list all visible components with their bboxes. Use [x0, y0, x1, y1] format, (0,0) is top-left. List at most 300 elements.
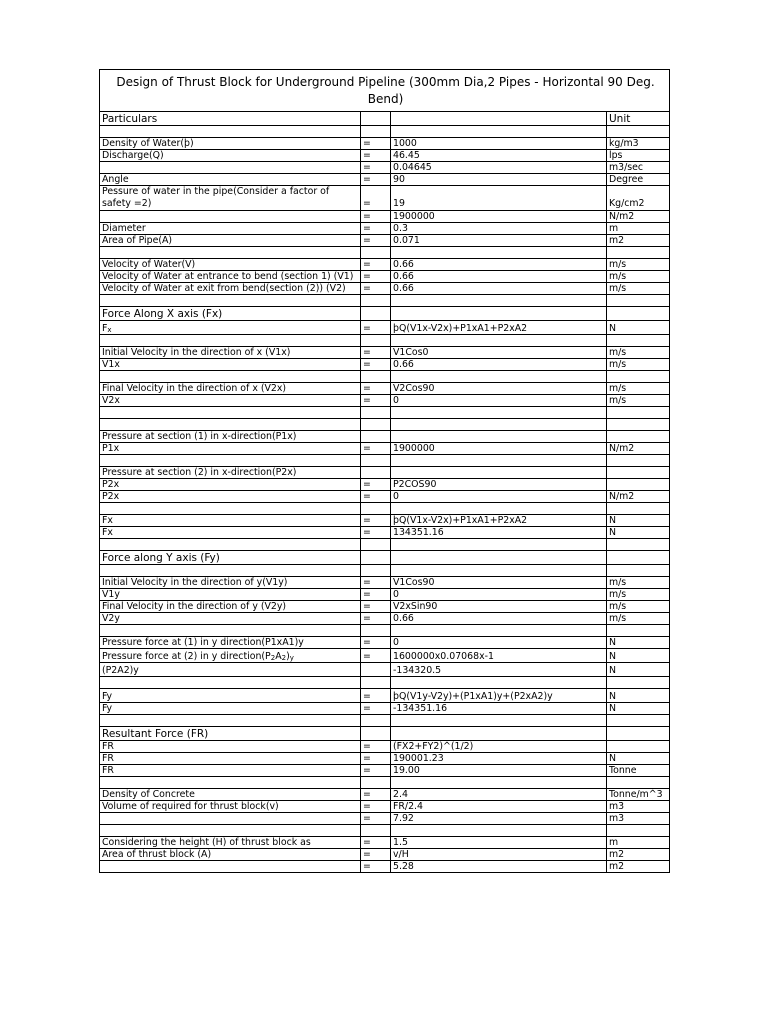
- value-cell: [391, 565, 607, 577]
- unit-cell: m/s: [607, 259, 670, 271]
- unit-cell: m/s: [607, 283, 670, 295]
- desc-cell: Diameter: [100, 223, 361, 235]
- table-row: [100, 849, 670, 861]
- unit-cell: N: [607, 321, 670, 335]
- table-row: [100, 515, 670, 527]
- eq-cell: [361, 715, 391, 727]
- unit-cell: N/m2: [607, 491, 670, 503]
- table-row: [100, 741, 670, 753]
- table-row: [100, 479, 670, 491]
- unit-cell: [607, 126, 670, 138]
- table-row: [100, 235, 670, 247]
- table-row: [100, 395, 670, 407]
- unit-cell: m/s: [607, 395, 670, 407]
- value-cell: þQ(V1y-V2y)+(P1xA1)y+(P2xA2)y: [391, 689, 607, 703]
- blank-row: [100, 371, 670, 383]
- value-cell: [391, 677, 607, 689]
- value-cell: 0: [391, 395, 607, 407]
- eq-cell: [361, 335, 391, 347]
- desc-cell: Final Velocity in the direction of x (V2x): [100, 383, 361, 395]
- value-cell: [391, 407, 607, 419]
- desc-cell: Velocity of Water at entrance to bend (section 1) (V1): [100, 271, 361, 283]
- desc-subscript: 2: [281, 654, 287, 662]
- eq-cell: =: [361, 174, 391, 186]
- desc-cell: Final Velocity in the direction of y (V2y): [100, 601, 361, 613]
- unit-cell: m2: [607, 849, 670, 861]
- table-row: [100, 527, 670, 539]
- unit-cell: lps: [607, 150, 670, 162]
- unit-cell: N: [607, 527, 670, 539]
- eq-cell: =: [361, 211, 391, 223]
- eq-cell: =: [361, 753, 391, 765]
- desc-cell: [100, 777, 361, 789]
- desc-subscript: 2: [270, 654, 276, 662]
- value-cell: 46.45: [391, 150, 607, 162]
- desc-cell: V1y: [100, 589, 361, 601]
- value-cell: [391, 419, 607, 431]
- table-row: [100, 259, 670, 271]
- value-cell: 0.66: [391, 283, 607, 295]
- value-cell: 0: [391, 491, 607, 503]
- unit-cell: N: [607, 689, 670, 703]
- table-row: [100, 861, 670, 873]
- blank-row: [100, 715, 670, 727]
- title-row: [100, 70, 670, 112]
- value-cell: [391, 307, 607, 321]
- desc-cell: [100, 335, 361, 347]
- table-row: [100, 765, 670, 777]
- desc-cell: [100, 321, 361, 335]
- unit-cell: m/s: [607, 589, 670, 601]
- eq-cell: =: [361, 347, 391, 359]
- blank-row: [100, 295, 670, 307]
- eq-cell: =: [361, 283, 391, 295]
- table-row: [100, 663, 670, 677]
- desc-cell: [100, 503, 361, 515]
- table-row: [100, 467, 670, 479]
- blank-row: [100, 625, 670, 637]
- value-cell: V2Cos90: [391, 383, 607, 395]
- eq-cell: [361, 539, 391, 551]
- value-cell: 0.3: [391, 223, 607, 235]
- value-cell: [391, 715, 607, 727]
- desc-cell: P2x: [100, 479, 361, 491]
- value-cell: [391, 777, 607, 789]
- desc-cell: P2x: [100, 491, 361, 503]
- table-row: [100, 162, 670, 174]
- desc-cell: Considering the height (H) of thrust block as: [100, 837, 361, 849]
- value-cell: [391, 625, 607, 637]
- desc-cell: Discharge(Q): [100, 150, 361, 162]
- desc-cell: Force along Y axis (Fy): [100, 551, 361, 565]
- value-cell: [391, 431, 607, 443]
- desc-cell: Initial Velocity in the direction of y(V1y): [100, 577, 361, 589]
- eq-cell: =: [361, 321, 391, 335]
- unit-cell: kg/m3: [607, 138, 670, 150]
- unit-cell: m: [607, 223, 670, 235]
- desc-cell: Pessure of water in the pipe(Consider a factor of safety =2): [100, 186, 361, 211]
- unit-cell: [607, 677, 670, 689]
- value-cell: [391, 335, 607, 347]
- table-row: [100, 649, 670, 663]
- eq-cell: =: [361, 689, 391, 703]
- value-cell: V1Cos90: [391, 577, 607, 589]
- eq-cell: =: [361, 235, 391, 247]
- desc-cell: FR: [100, 765, 361, 777]
- desc-cell: [100, 126, 361, 138]
- header-value: [391, 112, 607, 126]
- desc-cell: Volume of required for thrust block(v): [100, 801, 361, 813]
- desc-cell: [100, 211, 361, 223]
- desc-cell: Pressure force at (1) in y direction(P1xA1)y: [100, 637, 361, 649]
- header-particulars: Particulars: [100, 112, 361, 126]
- desc-cell: Pressure at section (2) in x-direction(P2x): [100, 467, 361, 479]
- eq-cell: =: [361, 271, 391, 283]
- desc-text: Pressure force at (2) in y direction(P: [102, 651, 271, 662]
- eq-cell: [361, 407, 391, 419]
- eq-cell: =: [361, 359, 391, 371]
- unit-cell: [607, 741, 670, 753]
- table-row: [100, 613, 670, 625]
- desc-cell: V2y: [100, 613, 361, 625]
- eq-cell: =: [361, 837, 391, 849]
- eq-cell: =: [361, 527, 391, 539]
- value-cell: 7.92: [391, 813, 607, 825]
- unit-cell: m3/sec: [607, 162, 670, 174]
- eq-cell: =: [361, 223, 391, 235]
- unit-cell: m/s: [607, 383, 670, 395]
- blank-row: [100, 335, 670, 347]
- table-row: [100, 703, 670, 715]
- value-cell: [391, 727, 607, 741]
- unit-cell: [607, 419, 670, 431]
- unit-cell: N: [607, 753, 670, 765]
- unit-cell: [607, 727, 670, 741]
- value-cell: [391, 539, 607, 551]
- desc-cell: Area of Pipe(A): [100, 235, 361, 247]
- desc-cell: [100, 825, 361, 837]
- desc-cell: [100, 371, 361, 383]
- value-cell: v/H: [391, 849, 607, 861]
- blank-row: [100, 407, 670, 419]
- unit-cell: m/s: [607, 577, 670, 589]
- table-row: [100, 347, 670, 359]
- eq-cell: =: [361, 765, 391, 777]
- unit-cell: m/s: [607, 601, 670, 613]
- unit-cell: Tonne: [607, 765, 670, 777]
- desc-cell: FR: [100, 741, 361, 753]
- eq-cell: =: [361, 789, 391, 801]
- desc-subscript: y: [289, 654, 294, 662]
- value-cell: 190001.23: [391, 753, 607, 765]
- eq-cell: [361, 419, 391, 431]
- value-cell: V2xSin90: [391, 601, 607, 613]
- eq-cell: =: [361, 479, 391, 491]
- desc-cell: Density of Concrete: [100, 789, 361, 801]
- blank-row: [100, 825, 670, 837]
- table-row: [100, 837, 670, 849]
- desc-cell: Fy: [100, 689, 361, 703]
- desc-cell: [100, 247, 361, 259]
- value-cell: 134351.16: [391, 527, 607, 539]
- desc-cell: [100, 677, 361, 689]
- unit-cell: [607, 295, 670, 307]
- header-unit: Unit: [607, 112, 670, 126]
- eq-cell: [361, 467, 391, 479]
- value-cell: P2COS90: [391, 479, 607, 491]
- table-row: [100, 689, 670, 703]
- eq-cell: [361, 551, 391, 565]
- value-cell: [391, 551, 607, 565]
- unit-cell: Tonne/m^3: [607, 789, 670, 801]
- desc-cell: [100, 715, 361, 727]
- unit-cell: [607, 539, 670, 551]
- value-cell: [391, 455, 607, 467]
- blank-row: [100, 126, 670, 138]
- desc-cell: [100, 419, 361, 431]
- eq-cell: =: [361, 613, 391, 625]
- table-row: [100, 443, 670, 455]
- unit-cell: N/m2: [607, 443, 670, 455]
- table-row: [100, 359, 670, 371]
- table-row: [100, 577, 670, 589]
- eq-cell: =: [361, 259, 391, 271]
- eq-cell: =: [361, 186, 391, 211]
- unit-cell: [607, 503, 670, 515]
- table-row: [100, 283, 670, 295]
- desc-text: ): [286, 651, 290, 662]
- eq-cell: =: [361, 383, 391, 395]
- section-row: [100, 551, 670, 565]
- desc-cell: Velocity of Water(V): [100, 259, 361, 271]
- value-cell: V1Cos0: [391, 347, 607, 359]
- value-cell: [391, 371, 607, 383]
- value-cell: [391, 503, 607, 515]
- value-cell: 0.66: [391, 359, 607, 371]
- eq-cell: [361, 565, 391, 577]
- table-row: [100, 211, 670, 223]
- unit-cell: [607, 431, 670, 443]
- unit-cell: [607, 479, 670, 491]
- unit-cell: m: [607, 837, 670, 849]
- unit-cell: m2: [607, 861, 670, 873]
- blank-row: [100, 503, 670, 515]
- section-row: [100, 727, 670, 741]
- unit-cell: [607, 335, 670, 347]
- eq-cell: [361, 295, 391, 307]
- value-cell: 0.66: [391, 271, 607, 283]
- value-cell: 0.071: [391, 235, 607, 247]
- eq-cell: [361, 825, 391, 837]
- unit-cell: [607, 625, 670, 637]
- table-row: [100, 383, 670, 395]
- eq-cell: =: [361, 649, 391, 663]
- eq-cell: =: [361, 589, 391, 601]
- header-row: [100, 112, 670, 126]
- value-cell: 0: [391, 589, 607, 601]
- value-cell: 0: [391, 637, 607, 649]
- blank-row: [100, 419, 670, 431]
- table-row: [100, 321, 670, 335]
- desc-cell: V2x: [100, 395, 361, 407]
- value-cell: 1900000: [391, 443, 607, 455]
- value-cell: -134351.16: [391, 703, 607, 715]
- unit-cell: [607, 777, 670, 789]
- section-row: [100, 307, 670, 321]
- eq-cell: [361, 431, 391, 443]
- sheet-title: Design of Thrust Block for Underground Pipeline (300mm Dia,2 Pipes - Horizontal 90 Deg. Bend): [100, 70, 670, 112]
- eq-cell: [361, 371, 391, 383]
- eq-cell: =: [361, 443, 391, 455]
- desc-cell: [100, 625, 361, 637]
- unit-cell: [607, 551, 670, 565]
- value-cell: 1.5: [391, 837, 607, 849]
- value-cell: [391, 825, 607, 837]
- unit-cell: [607, 455, 670, 467]
- desc-cell: Fx: [100, 515, 361, 527]
- desc-cell: Area of thrust block (A): [100, 849, 361, 861]
- eq-cell: [361, 777, 391, 789]
- unit-cell: N: [607, 637, 670, 649]
- eq-cell: =: [361, 861, 391, 873]
- eq-cell: [361, 503, 391, 515]
- table-row: [100, 813, 670, 825]
- desc-cell: Initial Velocity in the direction of x (V1x): [100, 347, 361, 359]
- blank-row: [100, 455, 670, 467]
- eq-cell: =: [361, 577, 391, 589]
- value-cell: FR/2.4: [391, 801, 607, 813]
- eq-cell: =: [361, 138, 391, 150]
- desc-cell: (P2A2)y: [100, 663, 361, 677]
- desc-cell: [100, 861, 361, 873]
- value-cell: þQ(V1x-V2x)+P1xA1+P2xA2: [391, 321, 607, 335]
- table-row: [100, 637, 670, 649]
- blank-row: [100, 677, 670, 689]
- unit-cell: [607, 407, 670, 419]
- unit-cell: [607, 825, 670, 837]
- value-cell: (FX2+FY2)^(1/2): [391, 741, 607, 753]
- eq-cell: [361, 126, 391, 138]
- value-cell: 0.66: [391, 613, 607, 625]
- table-row: [100, 601, 670, 613]
- value-cell: 5.28: [391, 861, 607, 873]
- unit-cell: [607, 247, 670, 259]
- eq-cell: [361, 247, 391, 259]
- table-row: [100, 589, 670, 601]
- eq-cell: [361, 307, 391, 321]
- desc-cell: [100, 565, 361, 577]
- table-row: [100, 789, 670, 801]
- eq-cell: =: [361, 491, 391, 503]
- eq-cell: [361, 663, 391, 677]
- desc-cell: Angle: [100, 174, 361, 186]
- unit-cell: [607, 715, 670, 727]
- value-cell: 1900000: [391, 211, 607, 223]
- desc-cell: FR: [100, 753, 361, 765]
- eq-cell: =: [361, 637, 391, 649]
- value-cell: þQ(V1x-V2x)+P1xA1+P2xA2: [391, 515, 607, 527]
- value-cell: [391, 247, 607, 259]
- value-cell: [391, 295, 607, 307]
- value-cell: 0.66: [391, 259, 607, 271]
- eq-cell: [361, 625, 391, 637]
- value-cell: 90: [391, 174, 607, 186]
- value-cell: 19.00: [391, 765, 607, 777]
- eq-cell: [361, 455, 391, 467]
- eq-cell: =: [361, 395, 391, 407]
- table-row: [100, 174, 670, 186]
- desc-cell: P1x: [100, 443, 361, 455]
- eq-cell: =: [361, 150, 391, 162]
- desc-cell: [100, 295, 361, 307]
- unit-cell: N: [607, 703, 670, 715]
- thrust-block-sheet: [99, 69, 670, 873]
- eq-cell: =: [361, 741, 391, 753]
- unit-cell: m2: [607, 235, 670, 247]
- unit-cell: m3: [607, 813, 670, 825]
- value-cell: 0.04645: [391, 162, 607, 174]
- value-cell: 1000: [391, 138, 607, 150]
- table-row: [100, 801, 670, 813]
- eq-cell: =: [361, 703, 391, 715]
- value-cell: [391, 126, 607, 138]
- unit-cell: [607, 371, 670, 383]
- table-row: [100, 431, 670, 443]
- unit-cell: [607, 467, 670, 479]
- eq-cell: [361, 677, 391, 689]
- table-row: [100, 138, 670, 150]
- eq-cell: =: [361, 849, 391, 861]
- eq-cell: =: [361, 162, 391, 174]
- desc-cell: Pressure at section (1) in x-direction(P1x): [100, 431, 361, 443]
- value-cell: 19: [391, 186, 607, 211]
- unit-cell: N/m2: [607, 211, 670, 223]
- desc-cell: [100, 162, 361, 174]
- desc-cell: Resultant Force (FR): [100, 727, 361, 741]
- table-row: [100, 753, 670, 765]
- unit-cell: Degree: [607, 174, 670, 186]
- desc-text: F: [102, 323, 108, 334]
- desc-cell: V1x: [100, 359, 361, 371]
- desc-cell: [100, 455, 361, 467]
- desc-cell: Velocity of Water at exit from bend(section (2)) (V2): [100, 283, 361, 295]
- eq-cell: [361, 727, 391, 741]
- eq-cell: =: [361, 813, 391, 825]
- value-cell: 2.4: [391, 789, 607, 801]
- unit-cell: m/s: [607, 359, 670, 371]
- unit-cell: m/s: [607, 613, 670, 625]
- table-row: [100, 271, 670, 283]
- eq-cell: =: [361, 801, 391, 813]
- unit-cell: N: [607, 663, 670, 677]
- unit-cell: N: [607, 515, 670, 527]
- desc-subscript: x: [107, 326, 112, 334]
- blank-row: [100, 247, 670, 259]
- unit-cell: m/s: [607, 271, 670, 283]
- unit-cell: [607, 565, 670, 577]
- value-cell: -134320.5: [391, 663, 607, 677]
- desc-cell: Fy: [100, 703, 361, 715]
- desc-cell: [100, 407, 361, 419]
- unit-cell: N: [607, 649, 670, 663]
- unit-cell: m/s: [607, 347, 670, 359]
- value-cell: 1600000x0.07068x-1: [391, 649, 607, 663]
- desc-text: A: [275, 651, 282, 662]
- header-eq: [361, 112, 391, 126]
- desc-cell: Fx: [100, 527, 361, 539]
- desc-cell: Density of Water(þ): [100, 138, 361, 150]
- table-row: [100, 223, 670, 235]
